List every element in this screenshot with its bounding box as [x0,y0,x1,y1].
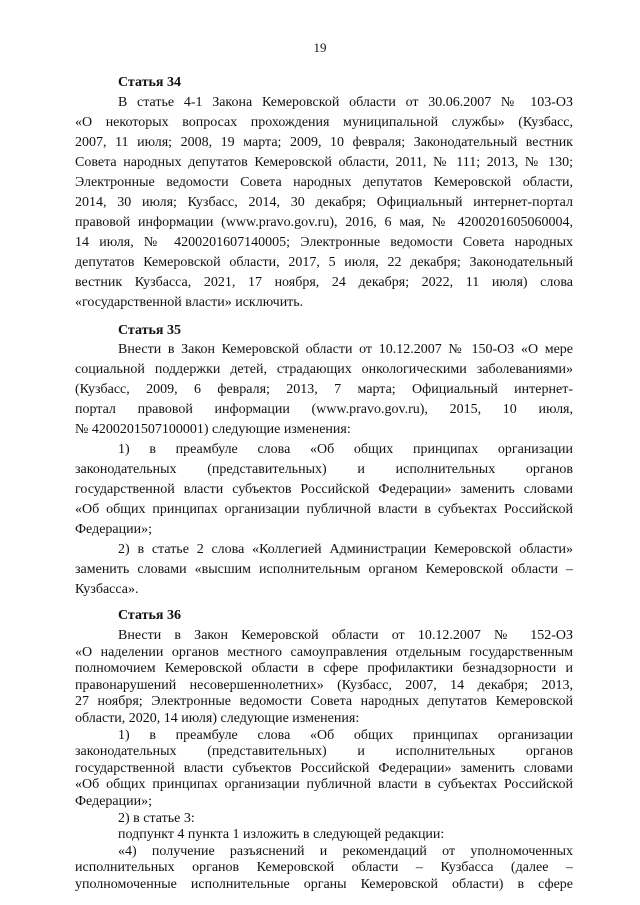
article-36-line: Федерации»; [75,794,153,809]
article-34-line: Совета народных депутатов Кемеровской области, 2011, № 111; 2013, № 130; [75,155,573,170]
article-35-line: социальной поддержки детей, страдающих онкологическими заболеваниями» [75,362,573,377]
article-35-line: «Об общих принципах организации публичной власти в субъектах Российской [75,502,573,517]
article-35-line: законодательных (представительных) и исполнительных органов [75,462,573,477]
article-35-line: заменить словами «высшим исполнительным органом Кемеровской области – [75,562,573,577]
article-35-line: портал правовой информации (www.pravo.gov.ru), 2015, 10 июля, [75,402,573,417]
article-36-line: 27 ноября; Электронные ведомости Совета народных депутатов Кемеровской [75,694,573,710]
article-36-line: «О наделении органов местного самоуправления отдельным государственным [75,644,573,660]
article-36-line: области, 2020, 14 июля) следующие изменения: [75,711,360,726]
article-35-line: (Кузбасс, 2009, 6 февраля; 2013, 7 марта; Официальный интернет- [75,382,573,397]
article-36-line: подпункт 4 пункта 1 изложить в следующей редакции: [118,827,445,843]
page-number: 19 [313,40,327,55]
article-36-line: уполномоченные исполнительные органы Кемеровской области) в сфере [75,877,573,892]
article-36-line: Внести в Закон Кемеровской области от 10.12.2007 № 152-ОЗ [118,628,573,643]
article-34-line: 2007, 11 июля; 2008, 19 марта; 2009, 10 февраля; Законодательный вестник [75,135,573,150]
article-36-line: 1) в преамбуле слова «Об общих принципах организации [118,727,573,743]
article-34-line: 2014, 30 июля; Кузбасс, 2014, 30 декабря; Официальный интернет-портал [75,195,573,210]
article-34-line: депутатов Кемеровской области, 2017, 5 июля, 22 декабря; Законодательный [75,255,573,270]
article-36-line: законодательных (представительных) и исполнительных органов [75,744,573,760]
article-35-line: Внести в Закон Кемеровской области от 10.12.2007 № 150-ОЗ «О мере [118,342,573,357]
article-34-line: 14 июля, № 4200201607140005; Электронные ведомости Совета народных [75,235,573,250]
article-36-line: «Об общих принципах организации публичной власти в субъектах Российской [75,777,573,793]
article-34-line: В статье 4-1 Закона Кемеровской области от 30.06.2007 № 103-ОЗ [118,95,573,110]
article-34-line: правовой информации (www.pravo.gov.ru), 2016, 6 мая, № 4200201605060004, [75,215,573,230]
article-36-line: государственной власти субъектов Российской Федерации» заменить словами [75,760,573,776]
article-34-line: «О некоторых вопросах прохождения муниципальной службы» (Кузбасс, [75,115,573,130]
article-34-line: вестник Кузбасса, 2021, 17 ноября, 24 декабря; 2022, 11 июля) слова [75,275,573,290]
article-34-line: Электронные ведомости Совета народных депутатов Кемеровской области, [75,175,573,190]
article-35-line: № 4200201507100001) следующие изменения: [75,422,351,437]
article-35-line: 1) в преамбуле слова «Об общих принципах организации [118,442,573,457]
article-36-title: Статья 36 [118,608,181,623]
article-35-line: 2) в статье 2 слова «Коллегией Администрации Кемеровской области» [118,542,573,557]
article-35-title: Статья 35 [118,323,181,338]
article-36-line: 2) в статье 3: [118,810,195,826]
article-34-line: «государственной власти» исключить. [75,295,304,310]
article-35-line: Федерации»; [75,522,153,537]
article-34-title: Статья 34 [118,75,181,90]
article-35-line: государственной власти субъектов Российской Федерации» заменить словами [75,482,573,497]
article-35-line: Кузбасса». [75,582,139,597]
article-36-line: полномочием Кемеровской области в сфере профилактики безнадзорности и [75,661,573,677]
article-36-line: «4) получение разъяснений и рекомендаций от уполномоченных [118,843,573,859]
article-36-line: правонарушений несовершеннолетних» (Кузбасс, 2007, 14 декабря; 2013, [75,677,573,693]
article-36-line: исполнительных органов Кемеровской области – Кузбасса (далее – [75,860,573,876]
